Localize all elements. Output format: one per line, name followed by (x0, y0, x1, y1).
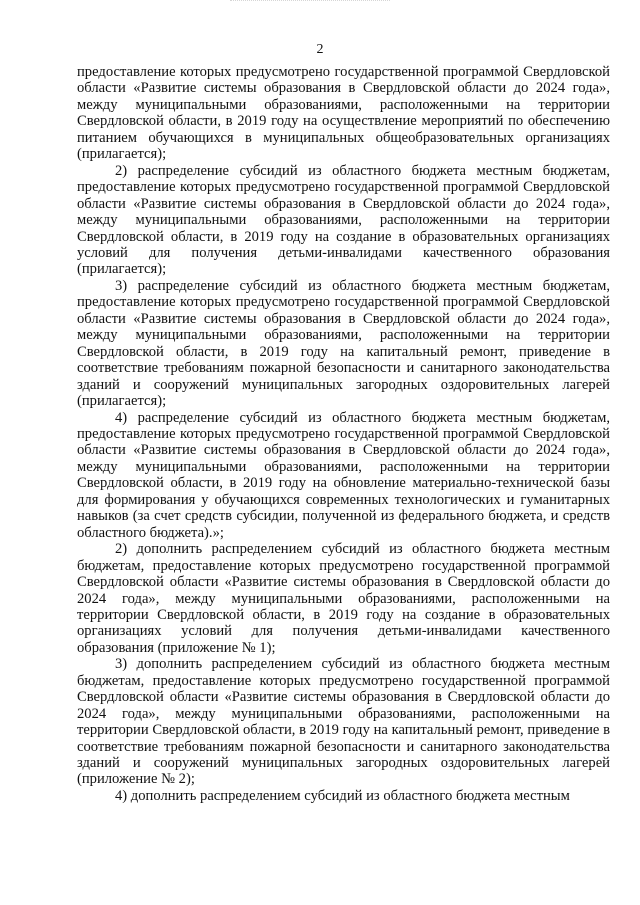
paragraph-amendment-3: 3) дополнить распределением субсидий из областного бюджета местным бюджетам, предоставление которых предусмотрено государственной программой Свердловской области «Развитие системы образования в Свердловской области до 2024 года», между муниципальными образованиями, расположенными на территории Свердловской области, в 2019 году на капитальный ремонт, приведение в соответствие требованиям пожарной безопасности и санитарного законодательства зданий и сооружений муниципальных загородных оздоровительных лагерей (приложение № 2); (77, 656, 610, 788)
paragraph-item-4-distribution: 4) распределение субсидий из областного бюджета местным бюджетам, предоставление которых предусмотрено государственной программой Свердловской области «Развитие системы образования в Свердловской области до 2024 года», между муниципальными образованиями, расположенными на территории Свердловской области, в 2019 году на обновление материально-технической базы для формирования у обучающихся современных технологических и гуманитарных навыков (за счет средств субсидии, полученной из федерального бюджета, и средств областного бюджета).»; (77, 409, 610, 541)
paragraph-amendment-4: 4) дополнить распределением субсидий из областного бюджета местным (115, 787, 570, 804)
document-body (77, 64, 610, 804)
paragraph-item-3-distribution: 3) распределение субсидий из областного бюджета местным бюджетам, предоставление которых предусмотрено государственной программой Свердловской области «Развитие системы образования в Свердловской области до 2024 года», между муниципальными образованиями, расположенными на территории Свердловской области, в 2019 году на капитальный ремонт, приведение в соответствие требованиям пожарной безопасности и санитарного законодательства зданий и сооружений муниципальных загородных оздоровительных лагерей (прилагается); (77, 277, 610, 410)
scan-artifact (230, 0, 390, 4)
paragraph-continuation: предоставление которых предусмотрено государственной программой Свердловской области «Развитие системы образования в Свердловской области до 2024 года», между муниципальными образованиями, расположенными на территории Свердловской области, в 2019 году на осуществление мероприятий по обеспечению питанием обучающихся в муниципальных общеобразовательных организациях (прилагается); (77, 64, 610, 163)
paragraph-item-2-distribution: 2) распределение субсидий из областного бюджета местным бюджетам, предоставление которых предусмотрено государственной программой Свердловской области «Развитие системы образования в Свердловской области до 2024 года», между муниципальными образованиями, расположенными на территории Свердловской области, в 2019 году на создание в образовательных организациях условий для получения детьми-инвалидами качественного образования (прилагается); (77, 162, 610, 278)
page-number: 2 (316, 42, 324, 57)
paragraph-amendment-2: 2) дополнить распределением субсидий из областного бюджета местным бюджетам, предоставление которых предусмотрено государственной программой Свердловской области «Развитие системы образования в Свердловской области до 2024 года», между муниципальными образованиями, расположенными на территории Свердловской области, в 2019 году на создание в образовательных организациях условий для получения детьми-инвалидами качественного образования (приложение № 1); (77, 541, 610, 656)
